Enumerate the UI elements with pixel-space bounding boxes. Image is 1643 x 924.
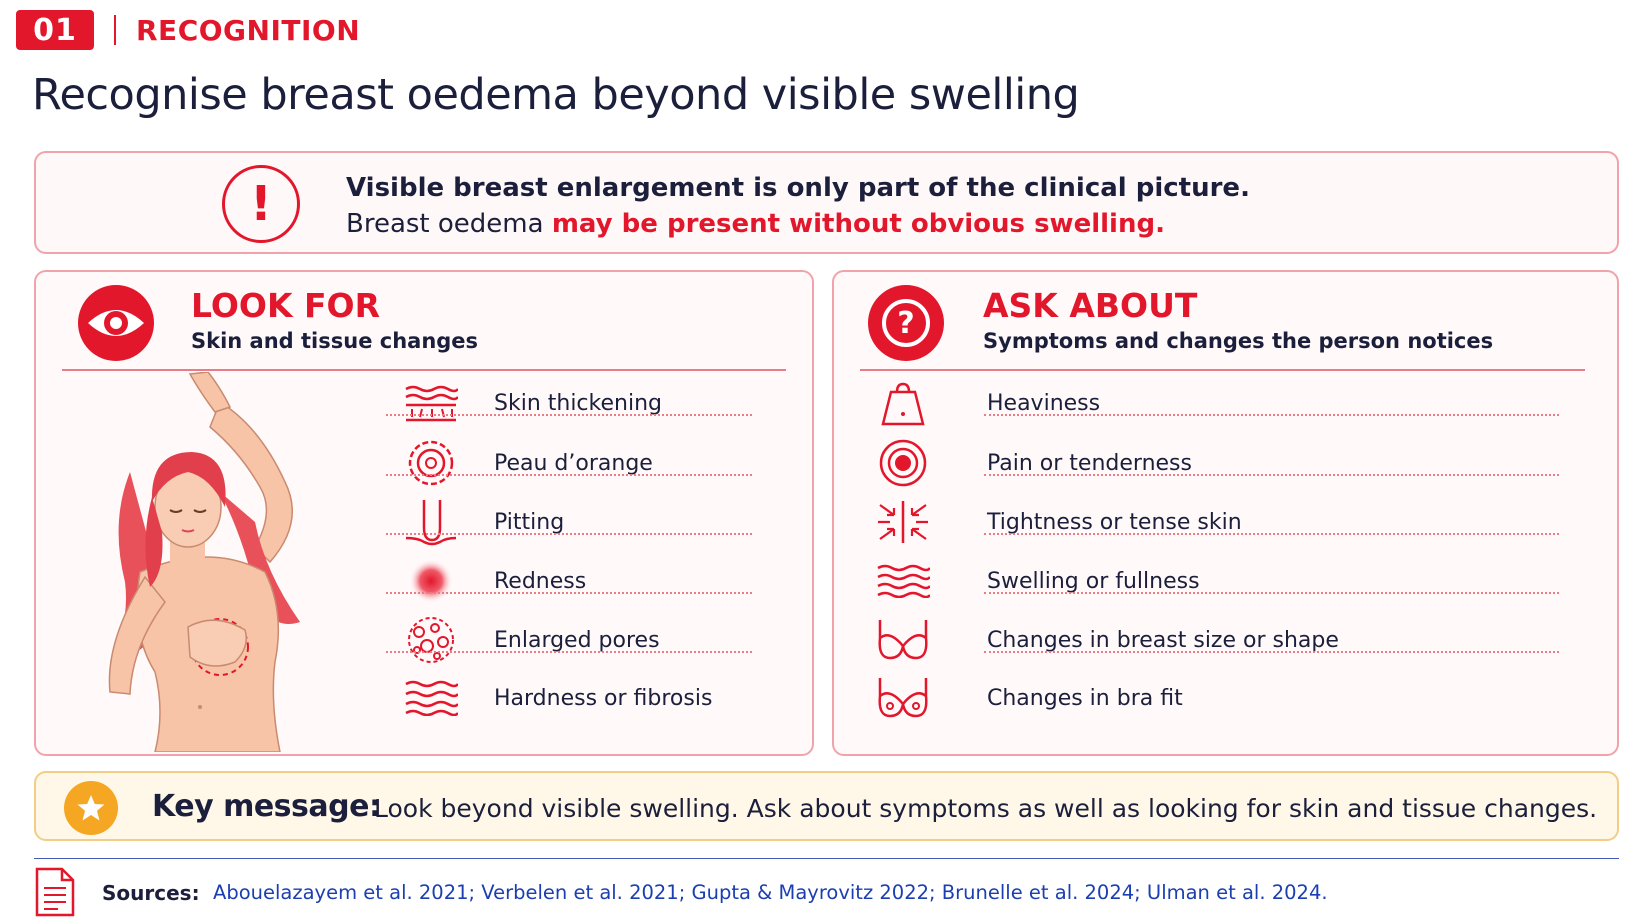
look-for-item-peau-dorange: [402, 432, 790, 494]
alert-line-2-highlight: may be present without obvious swelling.: [551, 209, 1165, 239]
item-separator: [984, 474, 1559, 476]
key-message-text: Look beyond visible swelling. Ask about symptoms as well as looking for skin and tissue changes.: [374, 794, 1598, 823]
ask-about-item-bra-fit: [874, 667, 1599, 729]
skin-layers-icon: [402, 375, 460, 431]
item-label: Skin thickening: [494, 390, 662, 416]
sources-label: Sources:: [102, 881, 200, 905]
item-label: Redness: [494, 568, 587, 594]
wavy-lines-icon: [402, 670, 460, 726]
item-label: Heaviness: [987, 390, 1101, 416]
item-separator: [386, 414, 752, 416]
ask-about-item-tightness: [874, 491, 1599, 553]
item-label: Tightness or tense skin: [987, 509, 1242, 535]
wave-lines-icon: [874, 553, 932, 609]
woman-illustration: [70, 372, 330, 752]
look-for-item-enlarged-pores: [402, 609, 790, 671]
item-label: Changes in breast size or shape: [987, 627, 1339, 653]
target-icon: [874, 435, 932, 491]
item-separator: [386, 651, 752, 653]
ask-about-item-pain: [874, 432, 1599, 494]
weight-icon: [874, 375, 932, 431]
ask-about-title: ASK ABOUT: [983, 286, 1198, 325]
pores-icon: [402, 612, 460, 668]
red-glow-icon: [402, 553, 460, 609]
alert-line-2: [346, 209, 1165, 239]
item-label: Pitting: [494, 509, 565, 535]
compress-arrows-icon: [874, 494, 932, 550]
look-for-item-redness: [402, 550, 790, 612]
item-label: Swelling or fullness: [987, 568, 1200, 594]
section-title: RECOGNITION: [136, 13, 361, 47]
header-divider: [114, 15, 116, 45]
item-label: Hardness or fibrosis: [494, 685, 713, 711]
textured-circle-icon: [402, 435, 460, 491]
item-label: Enlarged pores: [494, 627, 660, 653]
alert-box: [34, 151, 1619, 254]
look-for-title: LOOK FOR: [191, 286, 381, 325]
item-separator: [386, 474, 752, 476]
ask-about-item-size-shape: [874, 609, 1599, 671]
look-for-divider: [62, 369, 786, 371]
key-message-box: [34, 771, 1619, 841]
look-for-item-pitting: [402, 491, 790, 553]
ask-about-item-swelling: [874, 550, 1599, 612]
exclamation-icon: !: [222, 165, 300, 243]
sources-divider: [34, 858, 1619, 859]
ask-about-subtitle: Symptoms and changes the person notices: [983, 329, 1494, 353]
item-separator: [984, 651, 1559, 653]
section-number-badge: 01: [16, 10, 94, 50]
item-label: Pain or tenderness: [987, 450, 1192, 476]
finger-press-icon: [402, 494, 460, 550]
item-separator: [386, 592, 752, 594]
ask-about-divider: [860, 369, 1585, 371]
ask-about-panel: [832, 270, 1619, 756]
look-for-item-skin-thickening: [402, 372, 790, 434]
alert-line-2-prefix: Breast oedema: [346, 209, 552, 239]
item-separator: [386, 533, 752, 535]
bra-icon: [874, 612, 932, 668]
question-icon: ?: [868, 285, 944, 361]
document-icon: [34, 866, 76, 918]
bra-fit-icon: [874, 670, 932, 726]
item-label: Peau d’orange: [494, 450, 653, 476]
item-label: Changes in bra fit: [987, 685, 1183, 711]
key-message-label: Key message:: [152, 789, 381, 824]
alert-line-1: Visible breast enlargement is only part of the clinical picture.: [346, 173, 1250, 203]
look-for-subtitle: Skin and tissue changes: [191, 329, 479, 353]
section-header: [16, 10, 360, 50]
eye-icon: [78, 285, 154, 361]
look-for-item-hardness: [402, 667, 790, 729]
look-for-panel: [34, 270, 814, 756]
item-separator: [984, 592, 1559, 594]
item-separator: [984, 414, 1559, 416]
ask-about-item-heaviness: [874, 372, 1599, 434]
page-title: Recognise breast oedema beyond visible swelling: [32, 70, 1080, 120]
item-separator: [984, 533, 1559, 535]
sources-text: Abouelazayem et al. 2021; Verbelen et al. 2021; Gupta & Mayrovitz 2022; Brunelle et al. 2024; Ulman et al. 2024.: [213, 881, 1328, 904]
star-icon: [64, 781, 118, 835]
